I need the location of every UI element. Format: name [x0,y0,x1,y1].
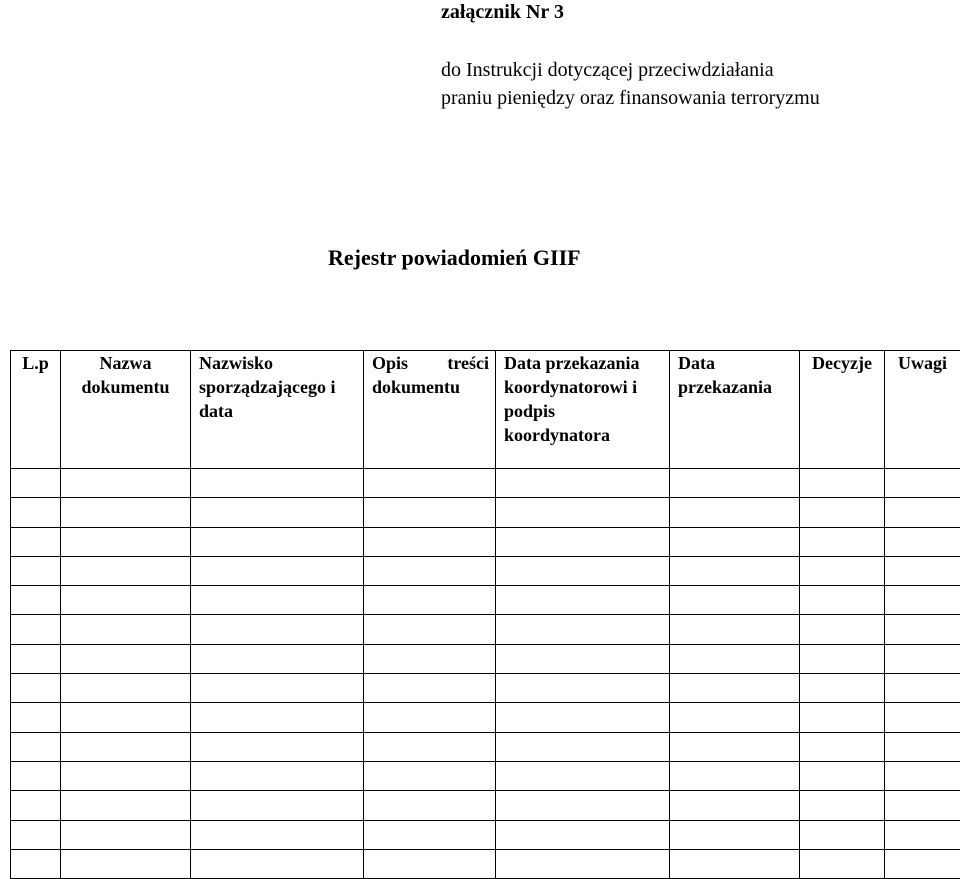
table-cell [364,849,496,878]
table-cell [496,732,670,761]
table-cell [191,761,364,790]
table-cell [885,498,960,527]
table-cell [11,732,61,761]
instruction-reference-line-1: do Instrukcji dotyczącej przeciwdziałania [441,56,820,84]
header-coordinator-handover: Data przekazania koordynatorowi i podpis koordynatora [496,351,670,469]
table-cell [800,498,885,527]
table-cell [191,527,364,556]
attachment-label: załącznik Nr 3 [441,0,564,24]
table-cell [191,615,364,644]
table-cell [61,820,191,849]
table-cell [496,469,670,498]
table-row [11,615,960,644]
table-cell [191,469,364,498]
table-cell [11,849,61,878]
header-lp: L.p [11,351,61,469]
table-cell [364,615,496,644]
header-content-description: Opis treści dokumentu [364,351,496,469]
instruction-reference [441,56,820,112]
register-table [10,350,960,879]
table-cell [11,703,61,732]
header-handover-date: Data przekazania [670,351,800,469]
table-cell [11,791,61,820]
table-cell [11,469,61,498]
table-cell [11,527,61,556]
table-cell [670,849,800,878]
table-cell [191,498,364,527]
table-cell [885,527,960,556]
table-cell [191,586,364,615]
table-cell [11,498,61,527]
table-cell [670,732,800,761]
header-remarks: Uwagi [885,351,960,469]
table-cell [61,674,191,703]
table-cell [364,527,496,556]
table-cell [364,703,496,732]
table-cell [800,732,885,761]
table-cell [670,527,800,556]
table-cell [885,820,960,849]
table-cell [11,556,61,585]
table-cell [885,849,960,878]
table-cell [496,761,670,790]
table-cell [364,586,496,615]
table-row [11,498,960,527]
register-title: Rejestr powiadomień GIIF [328,244,581,272]
table-cell [885,761,960,790]
table-cell [800,703,885,732]
table-cell [670,586,800,615]
table-row [11,703,960,732]
table-row [11,586,960,615]
table-row [11,849,960,878]
table-cell [496,556,670,585]
table-cell [364,674,496,703]
table-cell [885,615,960,644]
table-cell [670,615,800,644]
table-cell [61,761,191,790]
table-cell [364,469,496,498]
table-cell [800,674,885,703]
table-cell [191,791,364,820]
table-cell [800,820,885,849]
table-cell [496,849,670,878]
table-cell [364,761,496,790]
table-cell [364,556,496,585]
register-table-body [11,469,960,879]
table-cell [61,556,191,585]
table-cell [885,586,960,615]
table-cell [885,469,960,498]
table-row [11,674,960,703]
table-cell [191,644,364,673]
table-cell [61,644,191,673]
table-cell [670,761,800,790]
table-row [11,644,960,673]
table-cell [670,644,800,673]
table-cell [364,791,496,820]
header-decisions: Decyzje [800,351,885,469]
table-cell [496,498,670,527]
table-cell [496,820,670,849]
header-author-and-date: Nazwisko sporządzającego i data [191,351,364,469]
table-cell [670,791,800,820]
table-cell [11,615,61,644]
table-cell [885,644,960,673]
table-cell [800,761,885,790]
table-cell [61,498,191,527]
table-cell [191,820,364,849]
table-cell [364,820,496,849]
table-cell [61,527,191,556]
table-row [11,732,960,761]
table-row [11,527,960,556]
instruction-reference-line-2: praniu pieniędzy oraz finansowania terroryzmu [441,84,820,112]
table-cell [885,703,960,732]
table-cell [496,586,670,615]
table-cell [191,849,364,878]
table-cell [496,703,670,732]
table-cell [670,469,800,498]
table-cell [885,791,960,820]
table-cell [191,703,364,732]
table-row [11,761,960,790]
table-cell [61,615,191,644]
table-cell [61,849,191,878]
table-cell [61,791,191,820]
table-cell [800,644,885,673]
table-cell [11,761,61,790]
table-header-row [11,351,960,469]
table-cell [496,527,670,556]
table-cell [61,469,191,498]
table-cell [885,732,960,761]
table-row [11,556,960,585]
table-cell [670,820,800,849]
table-cell [800,615,885,644]
table-cell [800,527,885,556]
table-cell [11,674,61,703]
table-cell [800,556,885,585]
table-cell [496,615,670,644]
table-cell [496,674,670,703]
table-cell [496,644,670,673]
table-cell [885,556,960,585]
table-cell [800,469,885,498]
table-cell [191,732,364,761]
table-cell [670,674,800,703]
table-row [11,469,960,498]
table-cell [800,586,885,615]
table-cell [364,498,496,527]
table-cell [11,586,61,615]
table-row [11,791,960,820]
table-cell [61,586,191,615]
table-cell [11,820,61,849]
table-cell [61,732,191,761]
table-cell [191,674,364,703]
table-cell [364,644,496,673]
table-cell [191,556,364,585]
table-cell [61,703,191,732]
table-cell [800,849,885,878]
table-cell [496,791,670,820]
table-cell [670,703,800,732]
table-cell [670,556,800,585]
table-row [11,820,960,849]
header-document-name: Nazwa dokumentu [61,351,191,469]
table-cell [800,791,885,820]
table-cell [11,644,61,673]
table-cell [885,674,960,703]
table-cell [670,498,800,527]
table-cell [364,732,496,761]
